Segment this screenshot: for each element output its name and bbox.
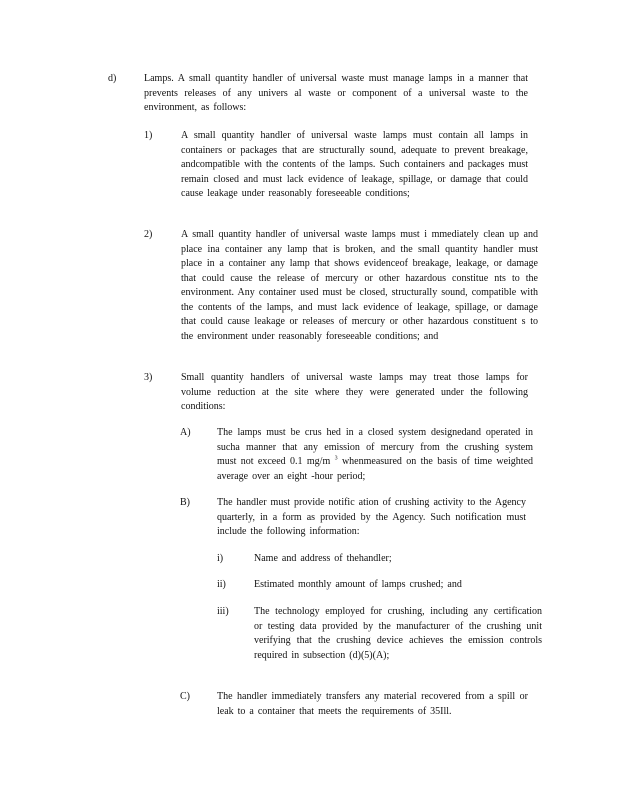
- sub-item-c-marker: C): [180, 691, 190, 702]
- sub-item-b: [180, 496, 526, 542]
- item-3-marker: 3): [144, 372, 153, 383]
- sub-item-a-superscript: 3: [334, 455, 338, 462]
- item-3-text: Small quantity handlers of universal waste lamps may treat those lamps for volume reduction at the site where they were generated under the following conditions:: [181, 372, 528, 412]
- section-d: [108, 72, 528, 118]
- section-d-text: Lamps. A small quantity handler of universal waste must manage lamps in a manner that prevents releases of any univers al waste or component of a universal waste to the environment, as follows:: [144, 73, 528, 113]
- sub-sub-item-i-text: Name and address of thehandler;: [254, 553, 392, 564]
- sub-item-a: [180, 426, 533, 486]
- sub-item-b-marker: B): [180, 497, 190, 508]
- section-d-marker: d): [108, 73, 117, 84]
- item-2-marker: 2): [144, 229, 153, 240]
- sub-sub-item-ii-marker: ii): [217, 579, 226, 590]
- sub-item-c: [180, 690, 528, 722]
- sub-item-a-text: [217, 426, 533, 484]
- sub-item-a-text-after: whenmeasured on the basis of time weighted average over an eight -hour period;: [217, 456, 534, 482]
- sub-item-a-marker: A): [180, 427, 191, 438]
- sub-sub-item-i-marker: i): [217, 553, 224, 564]
- item-2-text: A small quantity handler of universal waste lamps must i mmediately clean up and place ina container any lamp that is broken, and the small quantity handler must place in a container any lamp that shows evidenceof breakage, leakage, or damage that could cause the release of mercury or other hazardous constitue nts to the environment. Any container used must be closed, structurally sound, compatible with the contents of the lamps, and must lack evidence of leakage, spillage, or damage that could cause leakage or releases of mercury or other hazardous constituent s to the environment under reasonably foreseeable conditions; and: [181, 229, 538, 342]
- item-1-marker: 1): [144, 130, 153, 141]
- sub-sub-item-ii: [217, 578, 517, 594]
- sub-item-c-text: The handler immediately transfers any material recovered from a spill or leak to a container that meets the requirements of 35Ill.: [217, 691, 528, 717]
- item-1-text: A small quantity handler of universal waste lamps must contain all lamps in containers or packages that are structurally sound, adequate to prevent breakage, andcompatible with the contents of the lamps. Such containers and packages must remain closed and must lack evidence of leakage, spillage, or damage that could cause leakage under reasonably foreseeable conditions;: [181, 130, 528, 199]
- item-1: [144, 129, 528, 219]
- sub-item-b-text: The handler must provide notific ation of crushing activity to the Agency quarterly, in a form as provided by the Agency. Such notification must include the following information:: [217, 497, 526, 537]
- sub-sub-item-iii-text: The technology employed for crushing, including any certification or testing data provided by the manufacturer of the crushing unit verifying that the crushing device achieves the emission controls required in subsection (d)(5)(A);: [254, 606, 542, 661]
- sub-sub-item-i: [217, 552, 517, 568]
- sub-sub-item-iii-marker: iii): [217, 606, 229, 617]
- sub-item-a-text-before: The lamps must be crus hed in a closed system designedand operated in sucha manner that any emission of mercury from the crushing system must not exceed 0.1 mg/m: [217, 427, 533, 467]
- item-3: [144, 371, 528, 417]
- sub-sub-item-iii: [217, 605, 542, 680]
- item-2: [144, 228, 538, 363]
- sub-sub-item-ii-text: Estimated monthly amount of lamps crushed; and: [254, 579, 462, 590]
